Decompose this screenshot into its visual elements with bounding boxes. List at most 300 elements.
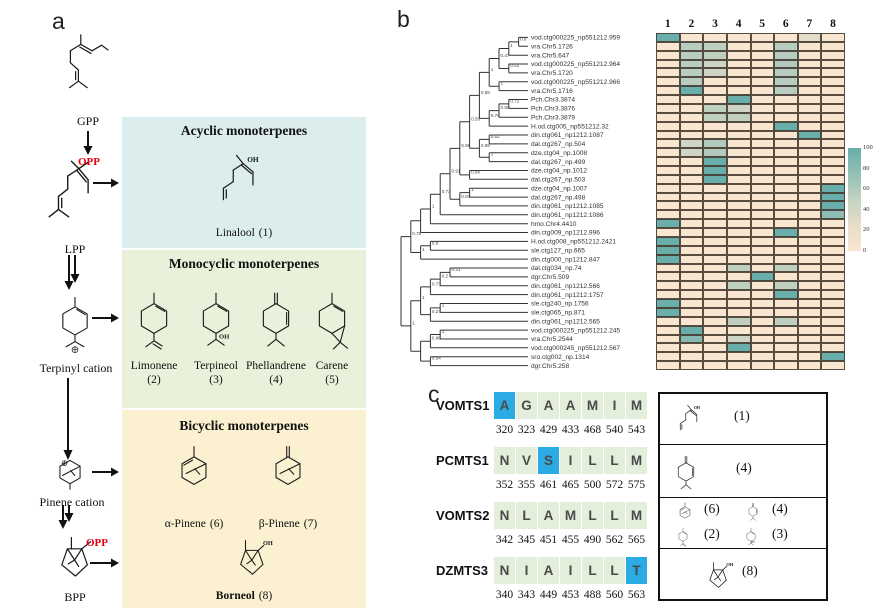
bicyclic-box	[122, 410, 366, 608]
heatmap-cell	[727, 175, 751, 184]
alignment-row-name: VOMTS2	[436, 508, 490, 523]
heatmap-cell	[680, 210, 704, 219]
heatmap-cell	[774, 246, 798, 255]
heatmap-cell	[680, 122, 704, 131]
heatmap-cell	[751, 42, 775, 51]
residue-cell: N	[494, 557, 515, 584]
heatmap-cell	[703, 193, 727, 202]
heatmap-cell	[703, 317, 727, 326]
tree-support-value: 1	[510, 43, 513, 48]
heatmap-column-header: 5	[759, 18, 766, 30]
heatmap-cell	[774, 299, 798, 308]
tree-support-value: 0.73	[441, 188, 451, 194]
heatmap-cell	[656, 290, 680, 299]
heatmap-cell	[774, 68, 798, 77]
heatmap-cell	[656, 317, 680, 326]
heatmap-cell	[703, 104, 727, 113]
heatmap-cell	[798, 290, 822, 299]
heatmap-cell	[774, 60, 798, 69]
heatmap-cell	[727, 131, 751, 140]
heatmap-cell	[680, 308, 704, 317]
svg-text:OH: OH	[218, 333, 230, 341]
heatmap-cell	[656, 60, 680, 69]
heatmap-cell	[656, 139, 680, 148]
heatmap-cell	[821, 352, 845, 361]
panel-b-letter: b	[397, 6, 410, 32]
heatmap-cell	[680, 201, 704, 210]
heatmap-cell	[656, 193, 680, 202]
heatmap-cell	[774, 361, 798, 370]
tree-support-value: 0.98	[461, 142, 471, 148]
heatmap-cell	[703, 335, 727, 344]
tree-support-value: 1	[490, 66, 494, 72]
heatmap-cell	[680, 131, 704, 140]
residue-cell: I	[560, 447, 581, 474]
tree-tip-label: din.ctg000_np1212.847	[531, 256, 600, 264]
heatmap-cell	[821, 157, 845, 166]
tree-support-value: 0.78	[412, 231, 422, 237]
heatmap-cell	[656, 131, 680, 140]
heatmap-cell	[656, 68, 680, 77]
heatmap-cell	[798, 264, 822, 273]
heatmap-cell	[798, 175, 822, 184]
heatmap-cell	[774, 201, 798, 210]
terpinyl-cation-structure	[44, 290, 106, 360]
tree-support-value: 0.96	[431, 335, 441, 341]
heatmap-cell	[821, 255, 845, 264]
heatmap-cell	[703, 264, 727, 273]
heatmap-cell	[727, 308, 751, 317]
linalool-small-structure	[672, 396, 706, 442]
heatmap-cell	[798, 308, 822, 317]
structure-row-2	[660, 444, 826, 497]
tree-tip-label: vod.ctg000225_np551212.966	[531, 79, 621, 86]
heatmap-cell	[656, 299, 680, 308]
heatmap-cell	[680, 281, 704, 290]
heatmap-cell	[751, 299, 775, 308]
structure-row-4	[660, 548, 826, 599]
heatmap-cell	[821, 175, 845, 184]
heatmap-cell	[798, 335, 822, 344]
heatmap-cell	[727, 201, 751, 210]
limonene-tiny-structure	[670, 524, 696, 548]
heatmap-cell	[821, 272, 845, 281]
tree-tip-label: dal.ctg267_np.498	[531, 194, 586, 202]
heatmap-cell	[774, 255, 798, 264]
residue-position: 572	[605, 479, 624, 491]
heatmap-cell	[680, 343, 704, 352]
heatmap-cell	[751, 139, 775, 148]
heatmap-cell	[703, 210, 727, 219]
residue-cell: L	[604, 502, 625, 529]
tree-tip-label: vra.Chr5.1716	[531, 87, 573, 95]
heatmap-cell	[656, 237, 680, 246]
tree-tip-label: hmo.Chr4.4410	[531, 220, 577, 228]
heatmap-column-header: 6	[782, 18, 789, 30]
residue-position: 355	[517, 479, 536, 491]
heatmap-cell	[680, 255, 704, 264]
tree-tip-label: dal.ctg267_np.503	[531, 176, 586, 184]
heatmap-cell	[656, 77, 680, 86]
heatmap-cell	[727, 68, 751, 77]
svg-text:HO: HO	[751, 540, 755, 544]
tree-support-value: 0.55	[471, 116, 481, 122]
heatmap-cell	[774, 308, 798, 317]
heatmap-cell	[656, 86, 680, 95]
tree-support-value: 0.78	[490, 112, 500, 118]
heatmap-cell	[727, 104, 751, 113]
heatmap-cell	[680, 335, 704, 344]
carene-structure	[306, 276, 358, 358]
heatmap-cell	[727, 77, 751, 86]
heatmap-cell	[774, 113, 798, 122]
tree-support-value: 0.98	[471, 169, 481, 175]
heatmap-cell	[703, 219, 727, 228]
alignment-row-name: PCMTS1	[436, 453, 489, 468]
heatmap-cell	[774, 104, 798, 113]
heatmap-cell	[656, 95, 680, 104]
heatmap-cell	[798, 210, 822, 219]
acyclic-box	[122, 117, 366, 248]
heatmap-cell	[680, 148, 704, 157]
heatmap-cell	[751, 68, 775, 77]
heatmap-cell	[821, 343, 845, 352]
heatmap-cell	[751, 237, 775, 246]
heatmap-cell	[751, 104, 775, 113]
heatmap-cell	[656, 326, 680, 335]
heatmap-cell	[680, 139, 704, 148]
bpp-label: BPP	[64, 590, 86, 604]
residue-cell: L	[516, 502, 537, 529]
residue-position: 455	[561, 534, 580, 546]
heatmap-column-header: 2	[688, 18, 695, 30]
residue-position: 340	[495, 589, 514, 601]
tree-support-value: 1	[422, 295, 425, 301]
heatmap-cell	[798, 77, 822, 86]
heatmap-cell	[703, 272, 727, 281]
sequence-alignments	[425, 383, 657, 616]
heatmap-cell	[821, 246, 845, 255]
colorbar-tick-label: 0	[863, 247, 867, 254]
heatmap-cell	[751, 264, 775, 273]
tree-support-value: 0.72	[510, 98, 520, 104]
heatmap-column-header: 7	[806, 18, 813, 30]
residue-cell: A	[538, 557, 559, 584]
colorbar-tick-label: 20	[863, 226, 870, 234]
heatmap-cell	[680, 361, 704, 370]
residue-cell: A	[538, 392, 559, 419]
heatmap-cell	[798, 184, 822, 193]
alignment-row-name: DZMTS3	[436, 563, 488, 578]
heatmap-cell	[727, 228, 751, 237]
residue-cell: L	[582, 557, 603, 584]
heatmap-cell	[821, 148, 845, 157]
alpha-pinene-structure	[166, 438, 222, 496]
heatmap-cell	[703, 175, 727, 184]
heatmap-cell	[680, 42, 704, 51]
tree-tip-label: Pch.Chr3.3876	[531, 105, 575, 113]
heatmap-column-headers	[656, 14, 845, 30]
residue-cell: T	[626, 557, 647, 584]
heatmap-cell	[680, 352, 704, 361]
heatmap-cell	[798, 272, 822, 281]
tree-tip-label: dze.ctg04_np.1008	[531, 149, 588, 157]
heatmap-cell	[656, 33, 680, 42]
heatmap-cell	[798, 51, 822, 60]
heatmap-cell	[703, 139, 727, 148]
panel-c	[425, 383, 880, 616]
panel-b	[395, 8, 880, 390]
residue-cell: L	[604, 557, 625, 584]
heatmap-cell	[703, 77, 727, 86]
heatmap-cell	[703, 157, 727, 166]
heatmap-cell	[751, 122, 775, 131]
heatmap-cell	[751, 51, 775, 60]
residue-position: 543	[627, 424, 646, 436]
residue-cell: M	[626, 392, 647, 419]
heatmap-cell	[751, 60, 775, 69]
heatmap-cell	[798, 193, 822, 202]
heatmap-cell	[703, 184, 727, 193]
terpineol-num: (3)	[209, 374, 223, 386]
heatmap-cell	[751, 246, 775, 255]
heatmap-cell	[727, 122, 751, 131]
tree-tip-label: dal.ctg034_np.74	[531, 265, 582, 273]
heatmap-cell	[798, 317, 822, 326]
residue-position: 449	[539, 589, 558, 601]
phellandrene-structure	[250, 276, 302, 358]
heatmap-cell	[727, 193, 751, 202]
colorbar-tick-label: 40	[863, 205, 870, 213]
tree-tip-label: din.ctg061_np1212.1087	[531, 132, 604, 140]
heatmap-cell	[774, 281, 798, 290]
heatmap-cell	[751, 281, 775, 290]
tree-tip-label: din.ctg061_np1212.1086	[531, 212, 604, 219]
heatmap-cell	[656, 122, 680, 131]
tree-tip-label: dze.ctg04_np.1007	[531, 185, 588, 193]
heatmap-cell	[656, 281, 680, 290]
tree-tip-label: vod.ctg000225_np551212.959	[531, 34, 621, 42]
residue-position: 343	[517, 589, 536, 601]
heatmap-cell	[821, 166, 845, 175]
heatmap-cell	[703, 281, 727, 290]
residue-position: 563	[627, 589, 646, 601]
heatmap-cell	[798, 104, 822, 113]
svg-text:OH: OH	[263, 539, 273, 547]
structure-row-1	[660, 394, 826, 444]
panel-c-letter: c	[428, 381, 440, 407]
heatmap-cell	[821, 201, 845, 210]
tree-support-value: 0.91	[451, 168, 461, 174]
heatmap-cell	[798, 352, 822, 361]
heatmap-cell	[680, 86, 704, 95]
heatmap-cell	[774, 148, 798, 157]
terpineol-name: Terpineol	[194, 360, 238, 372]
heatmap-cell	[727, 281, 751, 290]
terpineol-structure	[190, 276, 242, 358]
heatmap-cell	[774, 175, 798, 184]
heatmap-cell	[727, 113, 751, 122]
heatmap-cell	[751, 210, 775, 219]
terpinyl-cation-label: Terpinyl cation	[39, 361, 113, 375]
tree-tip-label: vod.ctg000245_np551212.567	[531, 345, 621, 352]
heatmap-cell	[680, 175, 704, 184]
heatmap-cell	[774, 95, 798, 104]
monocyclic-box-title: Monocyclic monoterpenes	[168, 256, 320, 271]
heatmap-cell	[727, 184, 751, 193]
heatmap-cell	[774, 228, 798, 237]
beta-pinene-structure	[260, 438, 316, 496]
heatmap-cell	[656, 352, 680, 361]
heatmap-cell	[751, 335, 775, 344]
residue-cell: I	[560, 557, 581, 584]
heatmap-cell	[798, 326, 822, 335]
heatmap-cell	[751, 157, 775, 166]
heatmap-cell	[680, 317, 704, 326]
heatmap-cell	[821, 139, 845, 148]
heatmap-column-header: 8	[830, 18, 836, 30]
heatmap-cell	[774, 42, 798, 51]
alpha-pinene-label: α-Pinene (6)	[164, 518, 224, 530]
residue-position: 560	[605, 589, 624, 601]
borneol-label: Borneol (8)	[215, 590, 273, 602]
heatmap-cell	[656, 201, 680, 210]
heatmap-cell	[751, 317, 775, 326]
tree-support-value: 0.91	[461, 193, 471, 199]
heatmap-cell	[727, 272, 751, 281]
tree-support-value: 0.21	[451, 266, 461, 272]
monocyclic-box	[122, 250, 366, 408]
residue-position: 451	[539, 534, 558, 546]
heatmap-column-header: 3	[712, 18, 718, 30]
structure-num-6: (3)	[772, 526, 788, 541]
heatmap-cell	[798, 122, 822, 131]
heatmap-cell	[656, 184, 680, 193]
heatmap-cell	[727, 335, 751, 344]
tree-support-value: 1	[471, 187, 474, 193]
heatmap-cell	[798, 68, 822, 77]
heatmap-cell	[774, 352, 798, 361]
heatmap-cell	[727, 42, 751, 51]
heatmap-cell	[798, 42, 822, 51]
residue-position: 465	[561, 479, 580, 491]
heatmap-cell	[656, 148, 680, 157]
heatmap-cell	[703, 246, 727, 255]
heatmap-cell	[774, 343, 798, 352]
tree-tip-label: vra.Chr5.647	[531, 52, 570, 60]
heatmap-cell	[656, 166, 680, 175]
heatmap-cell	[821, 290, 845, 299]
heatmap-cell	[774, 264, 798, 273]
heatmap-cell	[703, 361, 727, 370]
heatmap-cell	[774, 219, 798, 228]
heatmap-cell	[751, 352, 775, 361]
heatmap-column-header: 1	[664, 18, 671, 30]
heatmap-cell	[656, 219, 680, 228]
heatmap-cell	[774, 86, 798, 95]
heatmap-cell	[680, 326, 704, 335]
heatmap-cell	[703, 122, 727, 131]
heatmap-cell	[774, 272, 798, 281]
heatmap-cell	[798, 33, 822, 42]
heatmap-cell	[798, 361, 822, 370]
tree-tip-label: dgr.Chr5.509	[531, 274, 570, 282]
tree-support-value: 0.47	[500, 53, 510, 58]
heatmap-cell	[751, 95, 775, 104]
heatmap-cell	[680, 104, 704, 113]
colorbar-ticks	[863, 144, 880, 259]
structure-num-1: (1)	[734, 408, 750, 423]
heatmap-cell	[774, 326, 798, 335]
residue-position: 429	[539, 424, 558, 436]
heatmap-cell	[703, 33, 727, 42]
residue-cell: M	[626, 447, 647, 474]
compound-structure-table	[658, 392, 828, 601]
heatmap-cell	[751, 326, 775, 335]
heatmap-cell	[656, 335, 680, 344]
heatmap-cell	[774, 184, 798, 193]
heatmap-cell	[727, 139, 751, 148]
limonene-name: Limonene	[130, 360, 178, 372]
residue-position: 540	[605, 424, 624, 436]
heatmap-cell	[821, 60, 845, 69]
residue-cell: M	[626, 502, 647, 529]
heatmap-cell	[727, 264, 751, 273]
residue-cell: M	[560, 502, 581, 529]
structure-row-3	[660, 497, 826, 548]
heatmap-cell	[774, 157, 798, 166]
acyclic-box-title: Acyclic monoterpenes	[180, 123, 308, 138]
heatmap-cell	[656, 51, 680, 60]
tree-support-value: 0.27	[431, 309, 441, 315]
heatmap-cell	[798, 113, 822, 122]
heatmap-cell	[727, 290, 751, 299]
tree-tip-label: dal.ctg267_np.499	[531, 158, 586, 166]
heatmap-cell	[727, 60, 751, 69]
colorbar-tick-label: 100	[863, 144, 873, 151]
heatmap-cell	[751, 255, 775, 264]
heatmap-cell	[680, 272, 704, 281]
heatmap-cell	[656, 113, 680, 122]
tree-tip-label: din.ctg061_np1212.1757	[531, 291, 604, 299]
heatmap	[656, 33, 845, 370]
tree-tip-label: H.od.ctg005_np551212.32	[531, 123, 609, 131]
panel-a	[0, 0, 392, 616]
heatmap-cell	[821, 281, 845, 290]
structure-num-7: (8)	[742, 563, 758, 578]
heatmap-cell	[727, 361, 751, 370]
residue-position: 345	[517, 534, 536, 546]
heatmap-cell	[821, 264, 845, 273]
heatmap-cell	[751, 113, 775, 122]
heatmap-cell	[727, 299, 751, 308]
heatmap-cell	[751, 219, 775, 228]
residue-cell: A	[560, 392, 581, 419]
heatmap-cell	[680, 51, 704, 60]
tree-support-value: 0.73	[431, 281, 441, 287]
heatmap-cell	[656, 175, 680, 184]
heatmap-cell	[703, 237, 727, 246]
structure-num-4: (4)	[772, 501, 788, 516]
tree-support-value: 1	[441, 329, 445, 334]
heatmap-cell	[821, 131, 845, 140]
residue-position: 320	[495, 424, 514, 436]
tree-branches	[401, 37, 528, 365]
heatmap-cell	[774, 210, 798, 219]
beta-pinene-label: β-Pinene (7)	[258, 518, 318, 530]
pinene-cation-label: Pinene cation	[39, 495, 105, 509]
phellandrene-small-structure	[670, 446, 702, 496]
